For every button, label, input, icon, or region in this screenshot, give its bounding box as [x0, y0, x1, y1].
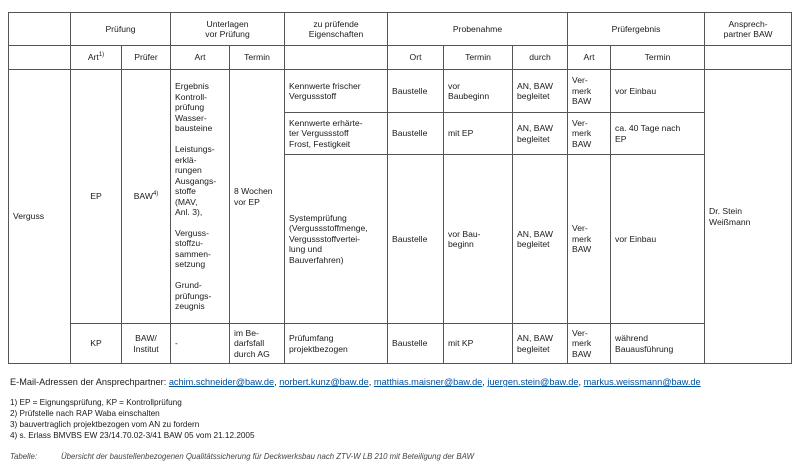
caption-label: Tabelle:	[10, 452, 38, 461]
caption-text: Übersicht der baustellenbezogenen Qualitätssicherung für Deckwerksbau nach ZTV-W LB 210 mit Beteiligung der BAW	[61, 452, 475, 461]
header-probe-termin: Termin	[444, 46, 513, 70]
ep-ort: Baustelle	[388, 155, 444, 324]
kp-ergebnis-termin: während Bauausführung	[611, 324, 705, 364]
ep-ergebnis-termin: vor Einbau	[611, 70, 705, 113]
header-pruefer: Prüfer	[122, 46, 171, 70]
table-caption	[10, 452, 474, 461]
footnote: 3) bauvertraglich projektbezogen vom AN zu fordern	[10, 420, 200, 430]
email-link-maisner[interactable]: matthias.maisner@baw.de	[373, 377, 483, 387]
ep-eigenschaft: Systemprüfung (Vergussstoffmenge, Vergussstoffvertei- lung und Bauverfahren)	[285, 155, 388, 324]
kp-unterlagen-art: -	[171, 324, 230, 364]
ep-eigenschaft: Kennwerte erhärte- ter Vergussstoff Frost, Festigkeit	[285, 113, 388, 155]
header-ergebnis-art: Art	[568, 46, 611, 70]
ep-termin: mit EP	[444, 113, 513, 155]
header-row-1	[9, 13, 792, 46]
kp-durch: AN, BAW begleitet	[513, 324, 568, 364]
email-line: E-Mail-Adressen der Ansprechpartner: achim.schneider@baw.de, norbert.kunz@baw.de, matthias.maisner@baw.de, juergen.stein@baw.de, markus.weissmann@baw.de	[10, 377, 701, 387]
kp-art: KP	[71, 324, 122, 364]
ep-ergebnis-art: Ver- merk BAW	[568, 113, 611, 155]
header-ansprechpartner: Ansprech- partner BAW	[705, 13, 792, 46]
ep-unterlagen-art: Ergebnis Kontroll- prüfung Wasser- bausteine Leistungs- erklä- rungen Ausgangs- stoffe (MAV, Anl. 3), Verguss- stoffzu- sammen- setzung Grund- prüfungs- zeugnis	[171, 70, 230, 324]
table-row	[9, 70, 792, 113]
category-cell: Verguss	[9, 70, 71, 364]
email-link-schneider[interactable]: achim.schneider@baw.de	[168, 377, 275, 387]
ansprechpartner-cell: Dr. Stein Weißmann	[705, 70, 792, 364]
email-link-stein[interactable]: juergen.stein@baw.de	[487, 377, 579, 387]
header-empty-cell	[9, 13, 71, 46]
header-pruefergebnis: Prüfergebnis	[568, 13, 705, 46]
header-empty-cell	[705, 46, 792, 70]
header-probenahme: Probenahme	[388, 13, 568, 46]
ep-art: EP	[71, 70, 122, 324]
ep-durch: AN, BAW begleitet	[513, 70, 568, 113]
ep-ort: Baustelle	[388, 113, 444, 155]
header-row-2	[9, 46, 792, 70]
kp-ort: Baustelle	[388, 324, 444, 364]
header-unterlagen: Unterlagen vor Prüfung	[171, 13, 285, 46]
table-row	[9, 324, 792, 364]
header-eigenschaften: zu prüfende Eigenschaften	[285, 13, 388, 46]
email-link-weissmann[interactable]: markus.weissmann@baw.de	[583, 377, 701, 387]
header-unterlagen-art: Art	[171, 46, 230, 70]
ep-pruefer: BAW$^{4)}$	[122, 70, 171, 324]
ep-unterlagen-termin: 8 Wochen vor EP	[230, 70, 285, 324]
ep-durch: AN, BAW begleitet	[513, 155, 568, 324]
ep-termin: vor Baubeginn	[444, 70, 513, 113]
footnotes	[10, 397, 255, 442]
kp-unterlagen-termin: im Be- darfsfall durch AG	[230, 324, 285, 364]
kp-pruefer: BAW/ Institut	[122, 324, 171, 364]
ep-eigenschaft: Kennwerte frischer Vergussstoff	[285, 70, 388, 113]
ep-ergebnis-termin: ca. 40 Tage nach EP	[611, 113, 705, 155]
ep-ergebnis-art: Ver- merk BAW	[568, 155, 611, 324]
ep-ergebnis-termin: vor Einbau	[611, 155, 705, 324]
kp-eigenschaft: Prüfumfang projektbezogen	[285, 324, 388, 364]
qualitaetssicherung-table	[8, 12, 792, 364]
footnote: 4) s. Erlass BMVBS EW 23/14.70.02-3/41 BAW 05 vom 21.12.2005	[10, 431, 255, 441]
ep-durch: AN, BAW begleitet	[513, 113, 568, 155]
ep-termin: vor Bau- beginn	[444, 155, 513, 324]
header-ort: Ort	[388, 46, 444, 70]
header-unterlagen-termin: Termin	[230, 46, 285, 70]
footnote: 2) Prüfstelle nach RAP Waba einschalten	[10, 409, 160, 419]
email-label: E-Mail-Adressen der Ansprechpartner:	[10, 377, 169, 387]
header-empty-cell	[9, 46, 71, 70]
footnote: 1) EP = Eignungsprüfung, KP = Kontrollprüfung	[10, 398, 182, 407]
ep-ergebnis-art: Ver- merk BAW	[568, 70, 611, 113]
header-pruefung: Prüfung	[71, 13, 171, 46]
kp-termin: mit KP	[444, 324, 513, 364]
header-art: Art$^{1)}$	[71, 46, 122, 70]
ep-ort: Baustelle	[388, 70, 444, 113]
header-durch: durch	[513, 46, 568, 70]
email-link-kunz[interactable]: norbert.kunz@baw.de	[279, 377, 369, 387]
header-empty-cell	[285, 46, 388, 70]
header-ergebnis-termin: Termin	[611, 46, 705, 70]
kp-ergebnis-art: Ver- merk BAW	[568, 324, 611, 364]
